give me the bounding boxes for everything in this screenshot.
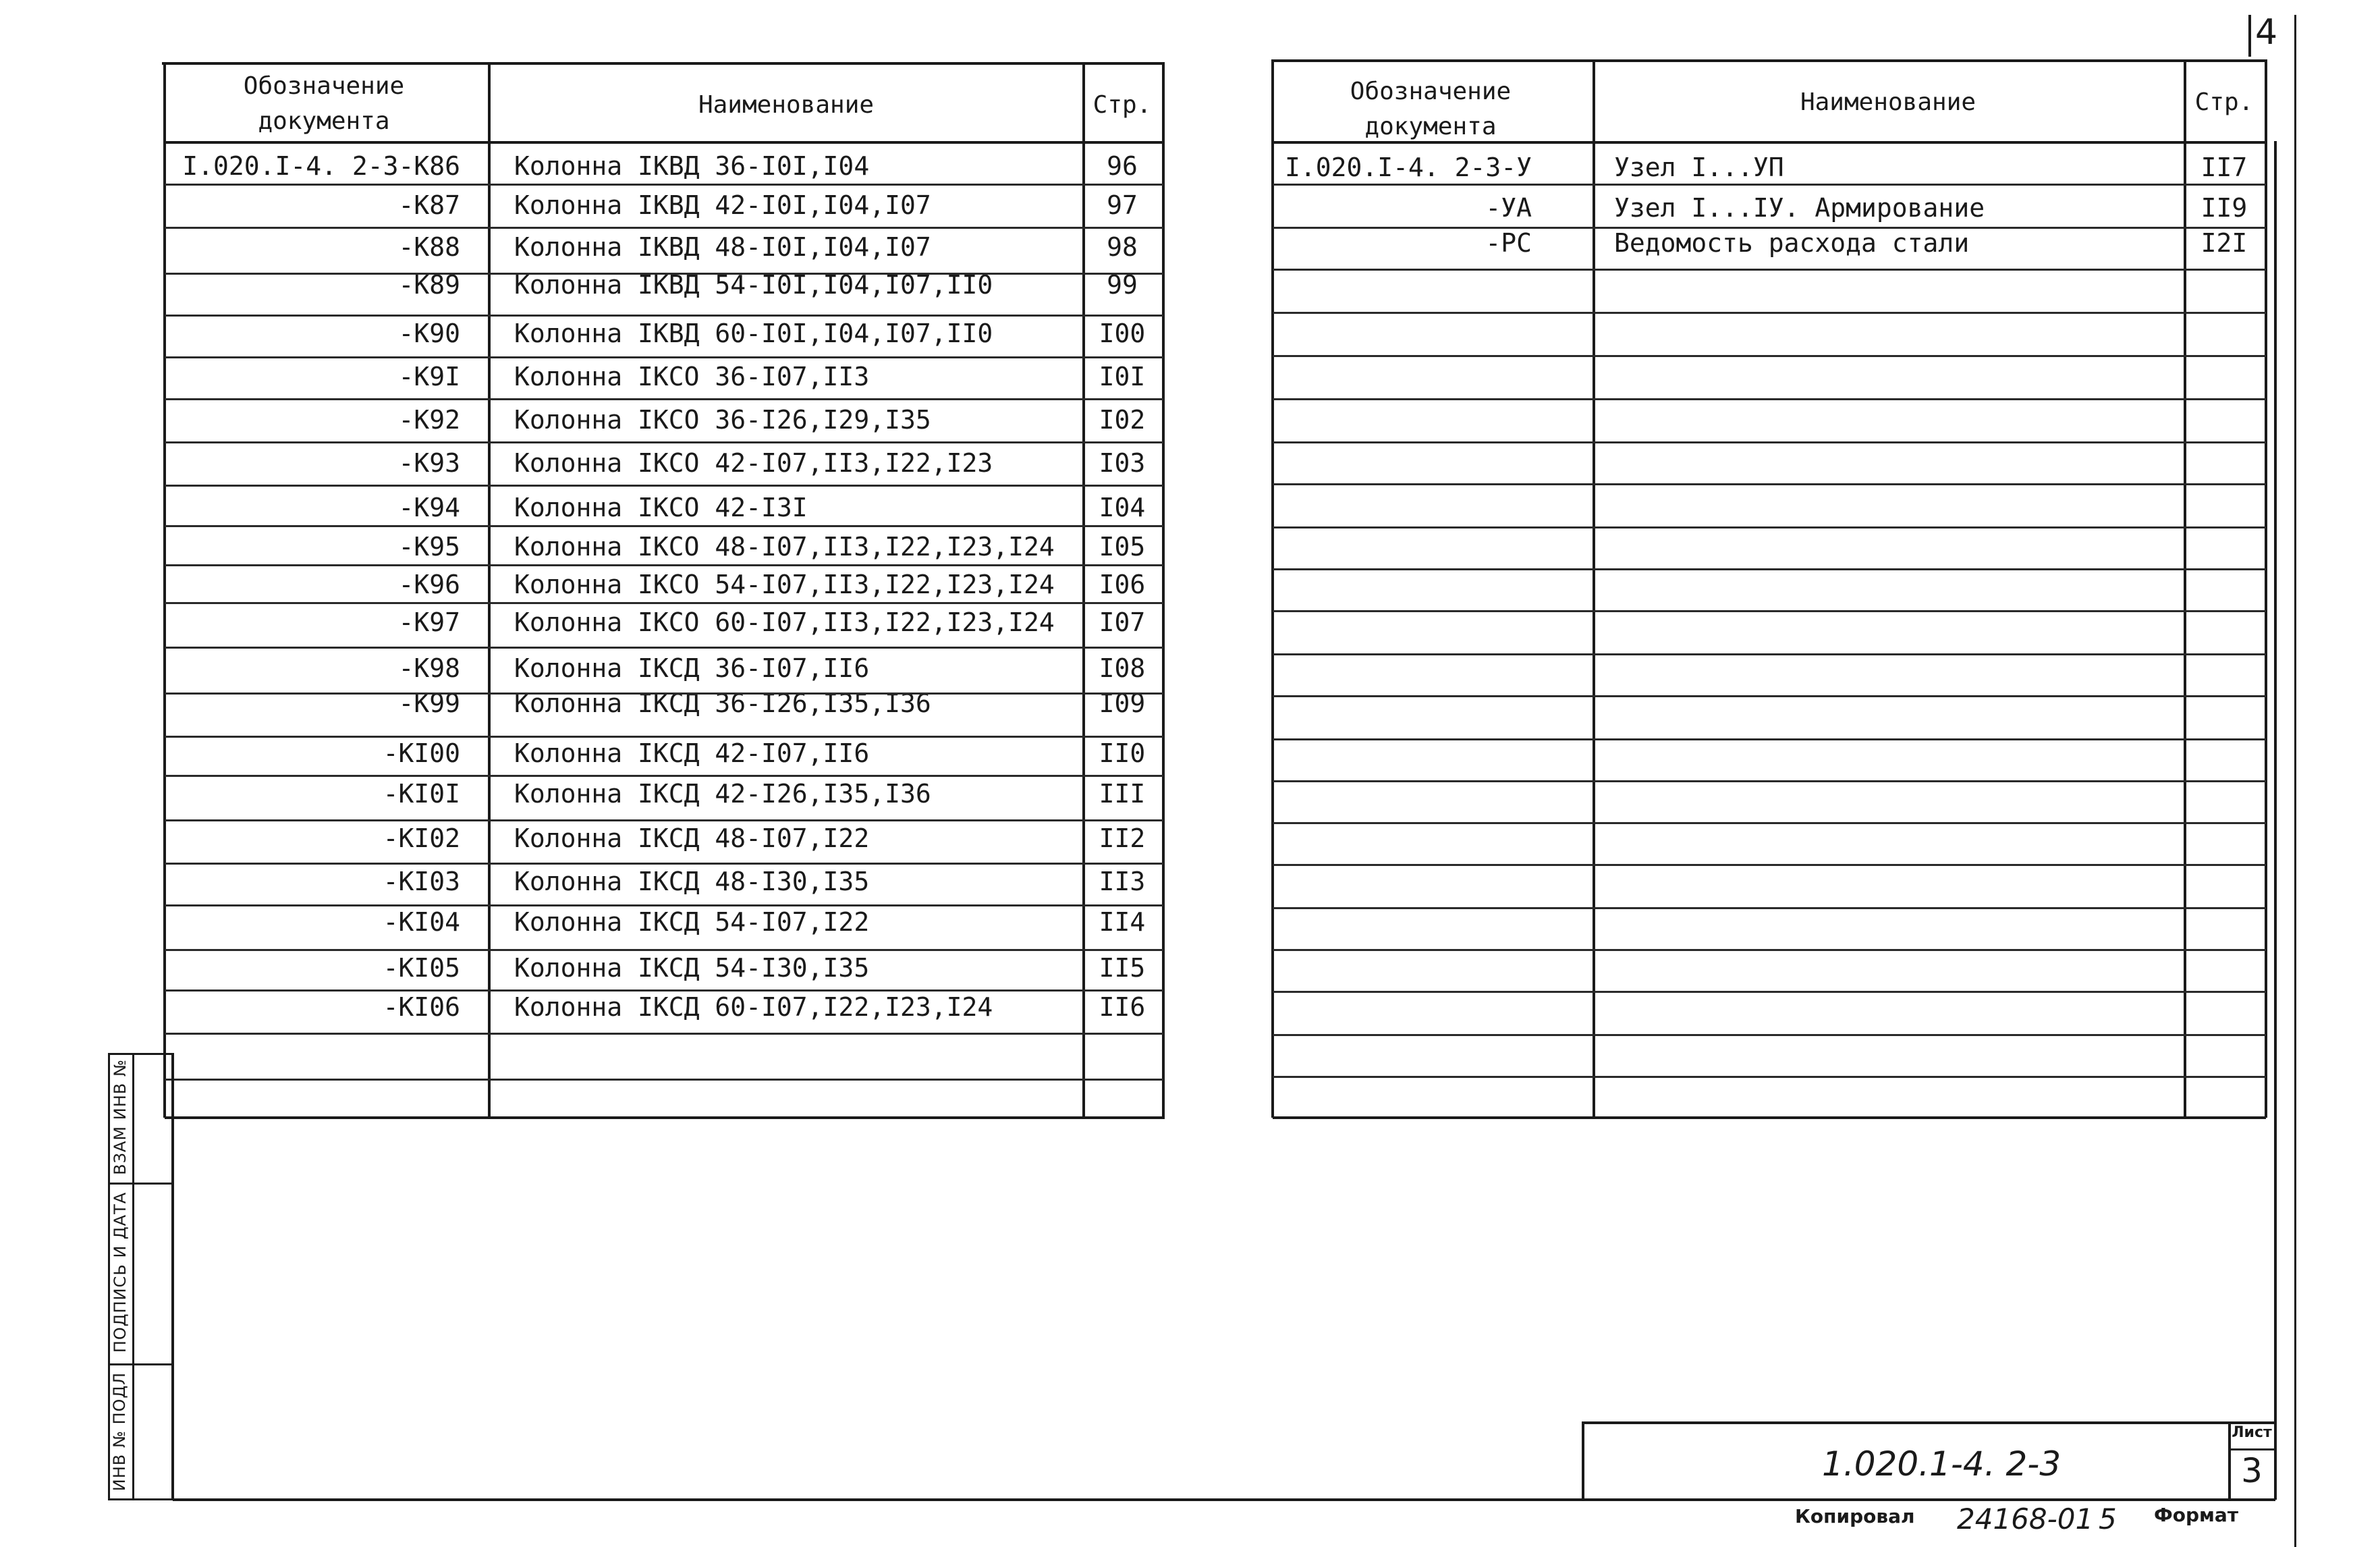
row-divider xyxy=(1273,653,2266,655)
row-page: 98 xyxy=(1107,232,1138,262)
row-page: II0 xyxy=(1099,738,1146,768)
row-code: -К92 xyxy=(398,405,460,435)
row-page: II7 xyxy=(2201,153,2248,182)
row-name: Колонна IКСД 42-I07,II6 xyxy=(514,738,870,768)
row-divider xyxy=(1273,526,2266,528)
row-page: I04 xyxy=(1099,493,1146,522)
row-divider xyxy=(165,693,1163,695)
row-name: Колонна IКВД 48-I0I,I04,I07 xyxy=(514,232,931,262)
row-page: I07 xyxy=(1099,607,1146,637)
row-name: Колонна IКСО 42-I3I xyxy=(514,493,808,522)
row-code: -УА xyxy=(1485,193,1532,223)
sheet-number: 3 xyxy=(2241,1451,2263,1490)
row-divider xyxy=(165,863,1163,865)
row-name: Колонна IКВД 42-I0I,I04,I07 xyxy=(514,190,931,220)
row-page: II3 xyxy=(1099,867,1146,896)
row-page: I09 xyxy=(1099,688,1146,718)
row-name: Колонна IКСД 54-I30,I35 xyxy=(514,953,870,983)
row-page: II6 xyxy=(1099,992,1146,1022)
row-divider xyxy=(165,647,1163,649)
row-divider xyxy=(1273,907,2266,909)
row-page: I08 xyxy=(1099,653,1146,683)
row-page: I05 xyxy=(1099,532,1146,562)
row-name: Колонна IКСД 48-I30,I35 xyxy=(514,867,870,896)
row-name: Колонна IКВД 36-I0I,I04 xyxy=(514,151,870,181)
row-page: II9 xyxy=(2201,193,2248,223)
row-divider xyxy=(165,485,1163,487)
row-name: Узел I...IУ. Армирование xyxy=(1614,193,1985,223)
row-code: -К99 xyxy=(398,688,460,718)
row-divider xyxy=(1273,1076,2266,1078)
row-page: I2I xyxy=(2201,228,2248,258)
row-name: Колонна IКСО 48-I07,II3,I22,I23,I24 xyxy=(514,532,1055,562)
row-code: -К9I xyxy=(398,362,460,391)
row-divider xyxy=(165,736,1163,738)
row-divider xyxy=(1273,695,2266,697)
row-divider xyxy=(1273,610,2266,612)
row-divider xyxy=(1273,568,2266,570)
row-divider xyxy=(165,184,1163,186)
row-divider xyxy=(1273,822,2266,824)
row-page: I0I xyxy=(1099,362,1146,391)
row-divider xyxy=(1273,1034,2266,1036)
row-code: -К94 xyxy=(398,493,460,522)
row-name: Колонна IКСД 48-I07,I22 xyxy=(514,823,870,853)
sheet-label: Лист xyxy=(2232,1424,2272,1441)
row-name: Колонна IКСД 54-I07,I22 xyxy=(514,907,870,937)
row-divider xyxy=(165,441,1163,443)
title-designation: 1.020.1-4. 2-3 xyxy=(1822,1444,2061,1484)
row-code: -К98 xyxy=(398,653,460,683)
row-divider xyxy=(165,989,1163,992)
side-label-inv-podl: ИНВ № ПОДЛ xyxy=(110,1372,129,1492)
row-divider xyxy=(165,564,1163,566)
row-divider xyxy=(1273,269,2266,271)
row-divider xyxy=(1273,738,2266,740)
row-name: Колонна IКСД 36-I26,I35,I36 xyxy=(514,688,931,718)
page-number: 4 xyxy=(2255,12,2278,53)
header-designation-right: Обозначение документа xyxy=(1350,78,1512,140)
row-divider xyxy=(1273,991,2266,993)
row-divider xyxy=(165,775,1163,777)
row-divider xyxy=(1273,483,2266,485)
row-name: Колонна IКСО 36-I26,I29,I35 xyxy=(514,405,931,435)
row-page: 99 xyxy=(1107,270,1138,300)
row-divider xyxy=(1273,184,2266,186)
row-page: I02 xyxy=(1099,405,1146,435)
row-name: Колонна IКСО 42-I07,II3,I22,I23 xyxy=(514,448,993,478)
row-code: I.020.I-4. 2-3-К86 xyxy=(182,151,460,181)
side-label-vzam: ВЗАМ ИНВ № xyxy=(111,1059,130,1175)
row-page: I06 xyxy=(1099,570,1146,599)
row-name: Узел I...УП xyxy=(1614,153,1784,182)
row-code: -К90 xyxy=(398,319,460,348)
header-page: Стр. xyxy=(1092,91,1152,119)
row-code: -К88 xyxy=(398,232,460,262)
row-divider xyxy=(165,273,1163,275)
row-divider xyxy=(165,1079,1163,1081)
header-name: Наименование xyxy=(698,91,875,119)
row-name: Колонна IКСО 60-I07,II3,I22,I23,I24 xyxy=(514,607,1055,637)
header-designation: Обозначение документа xyxy=(243,72,405,135)
row-code: -К87 xyxy=(398,190,460,220)
row-page: II2 xyxy=(1099,823,1146,853)
row-page: I00 xyxy=(1099,319,1146,348)
row-code: -К97 xyxy=(398,607,460,637)
order-number: 24168-01 xyxy=(1957,1502,2094,1536)
row-divider xyxy=(165,949,1163,951)
row-code: -КI04 xyxy=(383,907,460,937)
row-code: -К96 xyxy=(398,570,460,599)
row-divider xyxy=(165,356,1163,358)
row-divider xyxy=(165,819,1163,821)
row-name: Колонна IКСО 54-I07,II3,I22,I23,I24 xyxy=(514,570,1055,599)
row-name: Колонна IКСД 36-I07,II6 xyxy=(514,653,870,683)
row-name: Ведомость расхода стали xyxy=(1614,228,1970,258)
row-code: -К95 xyxy=(398,532,460,562)
row-name: Колонна IКСД 42-I26,I35,I36 xyxy=(514,779,931,809)
row-divider xyxy=(1273,864,2266,866)
row-divider xyxy=(1273,312,2266,314)
row-code: -КI00 xyxy=(383,738,460,768)
row-code: I.020.I-4. 2-3-У xyxy=(1284,153,1532,182)
row-page: II4 xyxy=(1099,907,1146,937)
row-name: Колонна IКВД 54-I0I,I04,I07,II0 xyxy=(514,270,993,300)
header-name-right: Наименование xyxy=(1800,88,1976,116)
row-divider xyxy=(165,315,1163,317)
row-name: Колонна IКСД 60-I07,I22,I23,I24 xyxy=(514,992,993,1022)
row-code: -К93 xyxy=(398,448,460,478)
row-page: 96 xyxy=(1107,151,1138,181)
header-page-right: Стр. xyxy=(2194,88,2254,116)
row-divider xyxy=(165,525,1163,527)
row-divider xyxy=(1273,398,2266,400)
row-divider xyxy=(165,227,1163,229)
row-page: 97 xyxy=(1107,190,1138,220)
row-page: II5 xyxy=(1099,953,1146,983)
row-page: I03 xyxy=(1099,448,1146,478)
row-code: -КI05 xyxy=(383,953,460,983)
row-divider xyxy=(1273,227,2266,229)
order-num: 5 xyxy=(2099,1502,2117,1536)
row-divider xyxy=(1273,441,2266,443)
row-code: -РС xyxy=(1485,228,1532,258)
row-divider xyxy=(165,398,1163,400)
row-divider xyxy=(165,904,1163,906)
row-divider xyxy=(1273,780,2266,782)
row-code: -КI0I xyxy=(383,779,460,809)
row-divider xyxy=(1273,355,2266,357)
row-code: -К89 xyxy=(398,270,460,300)
side-label-podpis: ПОДПИСЬ И ДАТА xyxy=(111,1191,130,1353)
row-code: -КI02 xyxy=(383,823,460,853)
row-divider xyxy=(165,602,1163,604)
format-label: Формат xyxy=(2154,1504,2239,1526)
row-divider xyxy=(165,1033,1163,1035)
row-divider xyxy=(1273,949,2266,951)
row-code: -КI03 xyxy=(383,867,460,896)
row-name: Колонна IКСО 36-I07,II3 xyxy=(514,362,870,391)
row-code: -КI06 xyxy=(383,992,460,1022)
row-page: III xyxy=(1099,779,1146,809)
copied-label: Копировал xyxy=(1795,1505,1915,1527)
row-name: Колонна IКВД 60-I0I,I04,I07,II0 xyxy=(514,319,993,348)
